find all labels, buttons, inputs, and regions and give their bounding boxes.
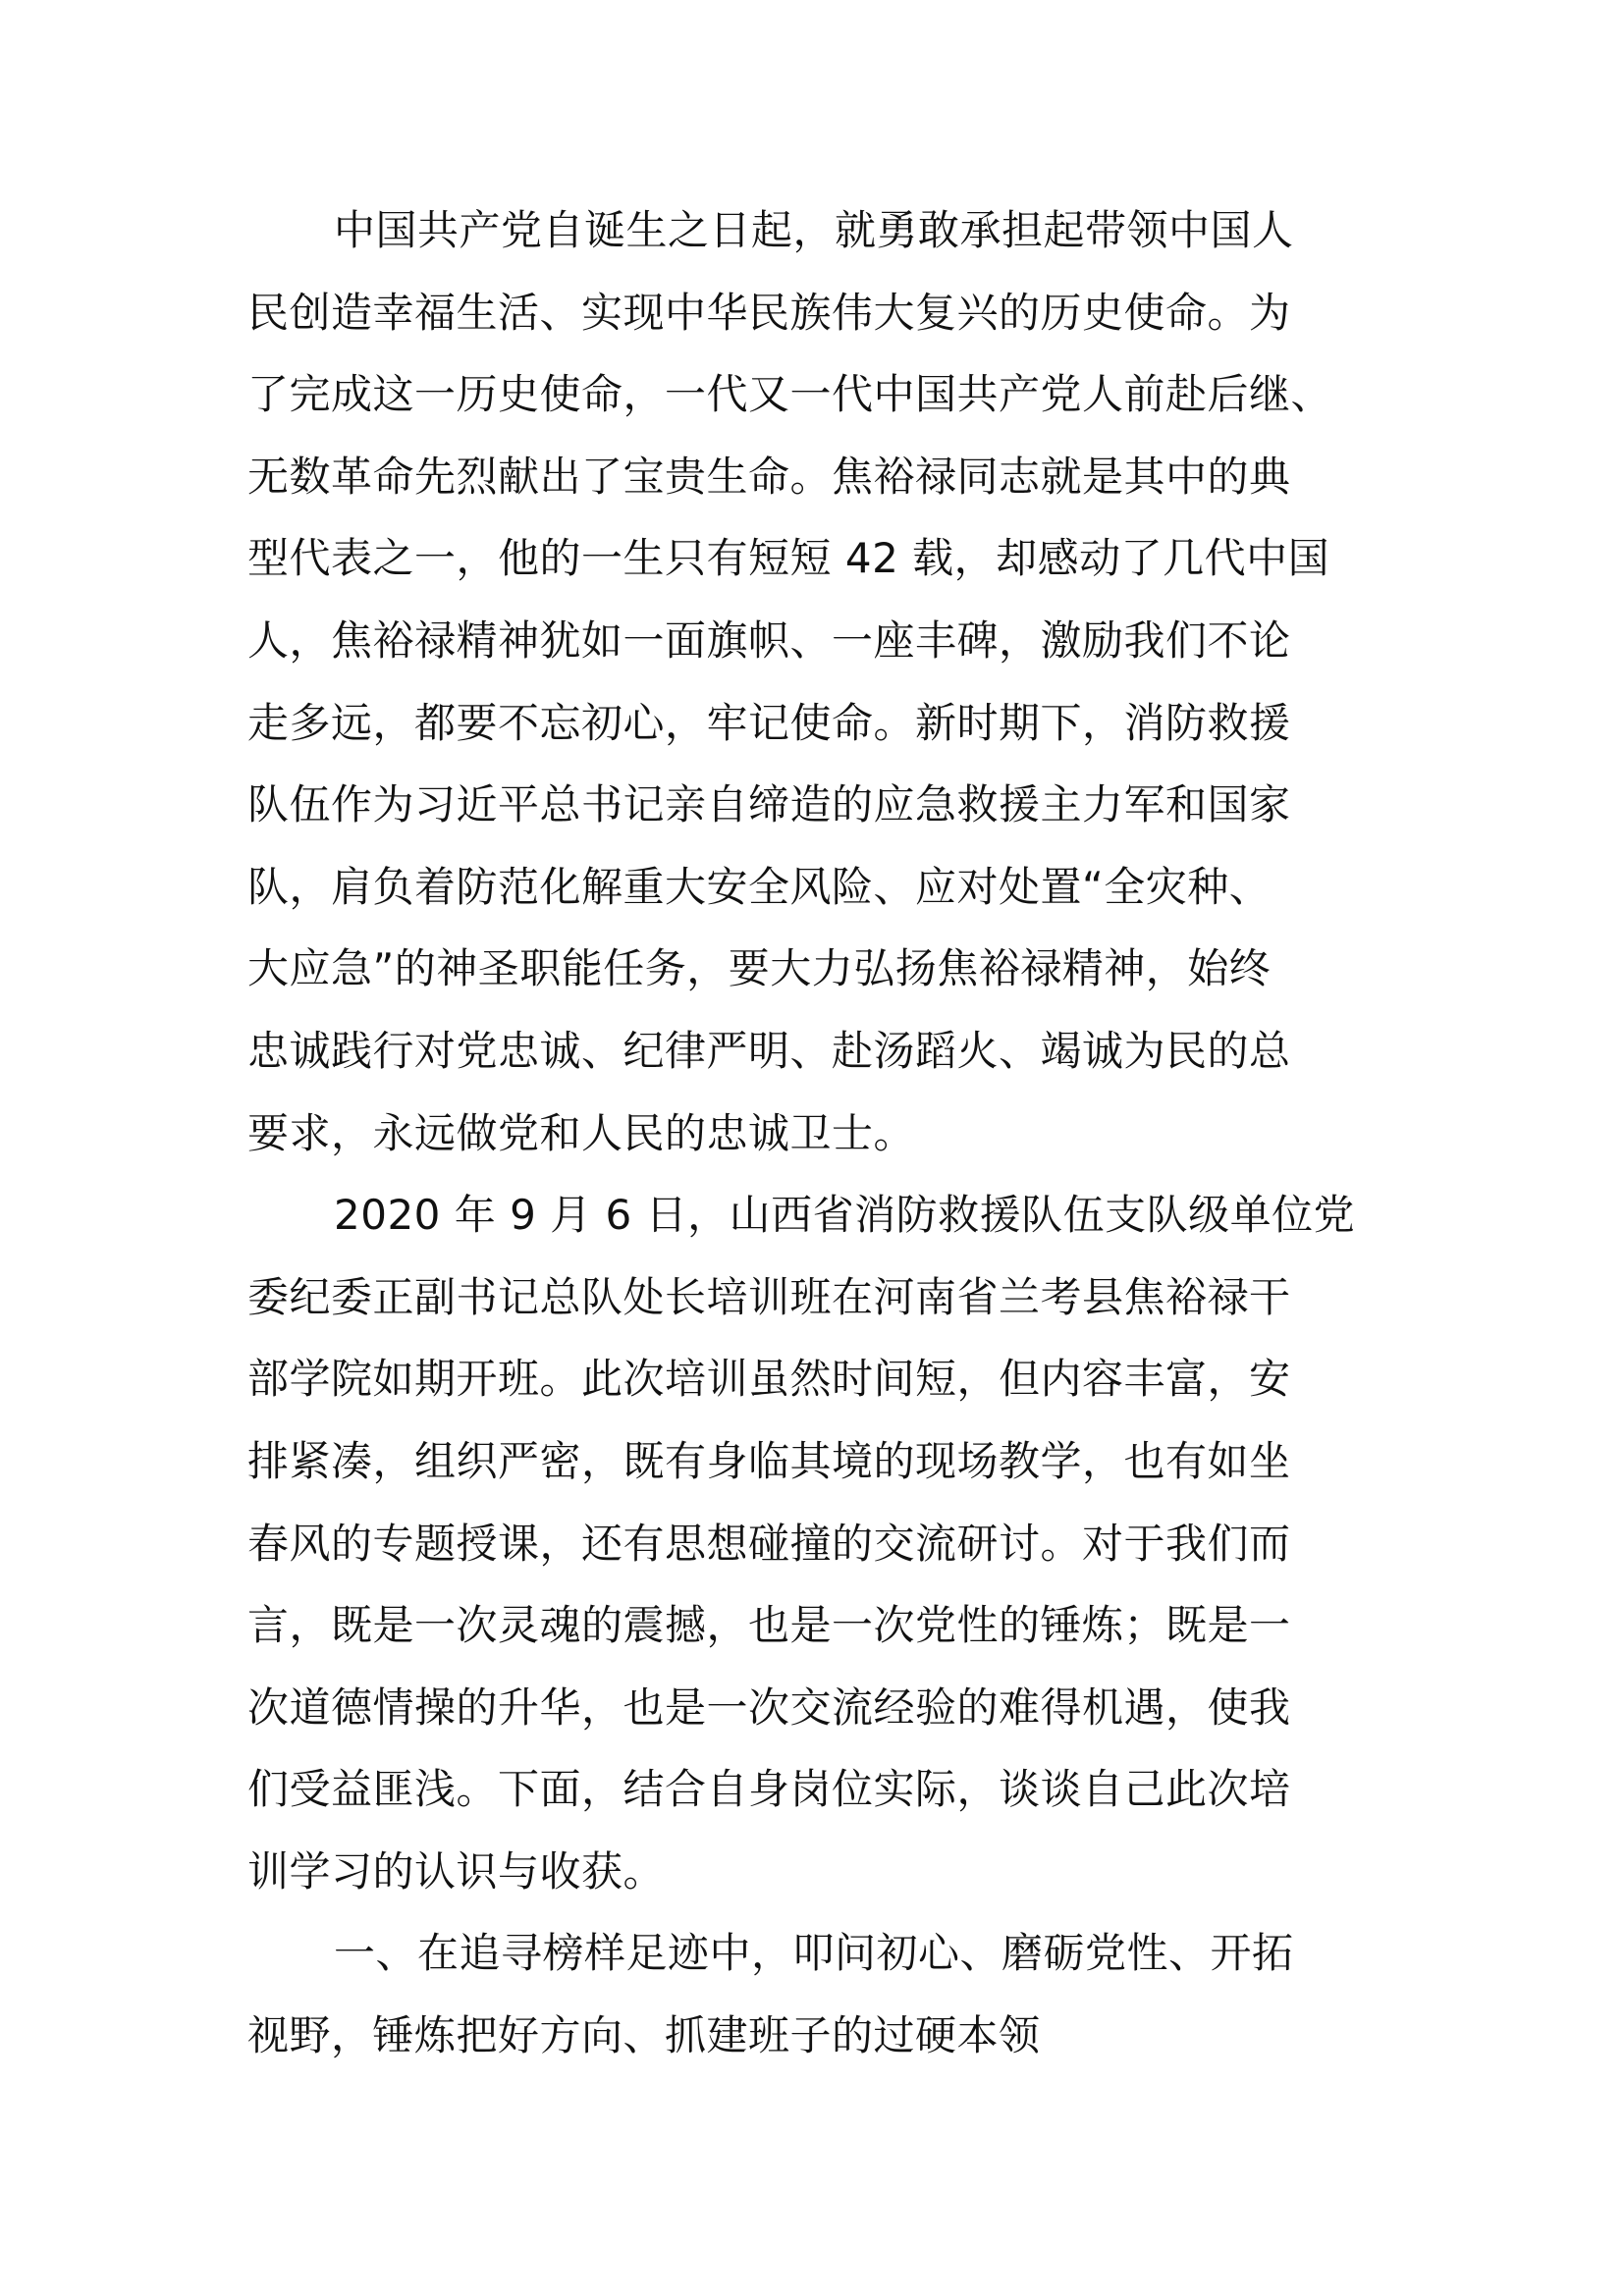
paragraph-2-line-4: 排紧凑，组织严密，既有身临其境的现场教学，也有如坐 (247, 1436, 1291, 1485)
paragraph-1-line-3: 了完成这一历史使命，一代又一代中国共产党人前赴后继、 (247, 370, 1333, 419)
document-body (247, 208, 1386, 2096)
paragraph-1-line-1: 中国共产党自诞生之日起，就勇敢承担起带领中国人 (334, 206, 1294, 254)
paragraph-1-line-4: 无数革命先烈献出了宝贵生命。焦裕禄同志就是其中的典 (247, 452, 1291, 501)
paragraph-2-line-3: 部学院如期开班。此次培训虽然时间短，但内容丰富，安 (247, 1355, 1291, 1404)
paragraph-1-line-10: 大应急”的神圣职能任务，要大力弘扬焦裕禄精神，始终 (247, 944, 1272, 993)
paragraph-1-line-9: 队，肩负着防范化解重大安全风险、应对处置“全灾种、 (247, 862, 1272, 911)
paragraph-1-line-11: 忠诚践行对党忠诚、纪律严明、赴汤蹈火、竭诚为民的总 (247, 1026, 1291, 1075)
paragraph-1-line-12: 要求，永远做党和人民的忠诚卫士。 (247, 1108, 916, 1157)
paragraph-1-line-8: 队伍作为习近平总书记亲自缔造的应急救援主力军和国家 (247, 780, 1291, 829)
paragraph-2-line-7: 次道德情操的升华，也是一次交流经验的难得机遇，使我 (247, 1682, 1291, 1732)
paragraph-1-line-2: 民创造幸福生活、实现中华民族伟大复兴的历史使命。为 (247, 288, 1291, 337)
section-heading-line-2: 视野，锤炼把好方向、抓建班子的过硬本领 (247, 2011, 1041, 2060)
paragraph-2-line-2: 委纪委正副书记总队处长培训班在河南省兰考县焦裕禄干 (247, 1272, 1291, 1321)
paragraph-1-line-7: 走多远，都要不忘初心，牢记使命。新时期下，消防救援 (247, 698, 1291, 747)
paragraph-1-line-6: 人，焦裕禄精神犹如一面旗帜、一座丰碑，激励我们不论 (247, 615, 1291, 665)
paragraph-1-line-5: 型代表之一，他的一生只有短短 42 载，却感动了几代中国 (247, 534, 1330, 583)
paragraph-2-line-5: 春风的专题授课，还有思想碰撞的交流研讨。对于我们而 (247, 1519, 1291, 1568)
paragraph-2-line-9: 训学习的认识与收获。 (247, 1846, 666, 1896)
paragraph-2-line-8: 们受益匪浅。下面，结合自身岗位实际，谈谈自己此次培 (247, 1765, 1291, 1814)
section-heading-line-1: 一、在追寻榜样足迹中，叩问初心、磨砺党性、开拓 (334, 1929, 1294, 1978)
paragraph-2-line-1: 2020 年 9 月 6 日，山西省消防救援队伍支队级单位党 (334, 1191, 1356, 1240)
paragraph-2-line-6: 言，既是一次灵魂的震撼，也是一次党性的锤炼；既是一 (247, 1601, 1291, 1650)
